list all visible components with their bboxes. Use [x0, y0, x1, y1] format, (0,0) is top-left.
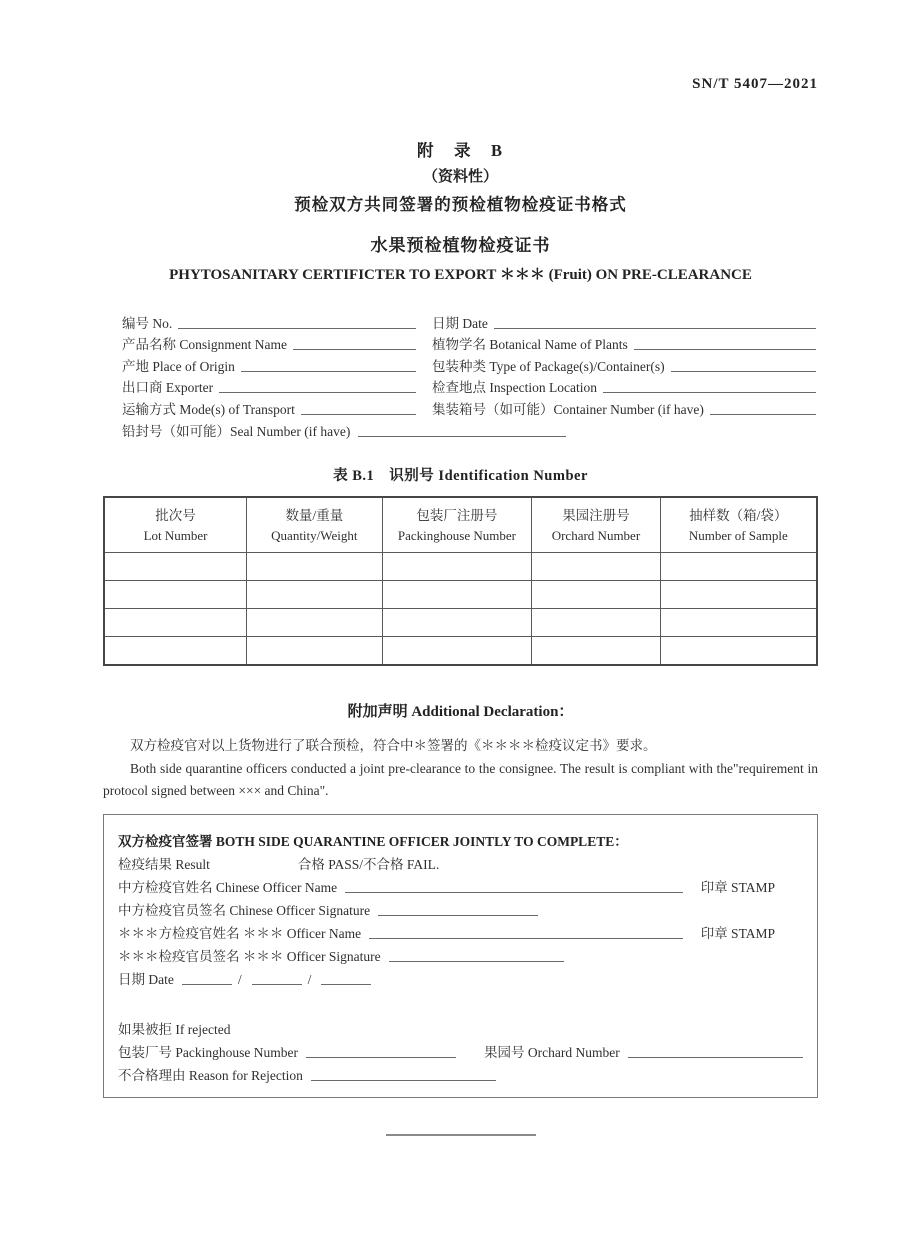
- table-cell: [104, 581, 247, 609]
- field-inspection-location-label: 检查地点 Inspection Location: [432, 380, 597, 395]
- table-cell: [247, 637, 382, 665]
- end-of-document-rule: [386, 1134, 536, 1136]
- chinese-officer-name-line: [118, 873, 803, 896]
- blank-line: [628, 1057, 803, 1058]
- table-cell: [104, 553, 247, 581]
- col-quantity-weight: [247, 497, 382, 553]
- table-cell: [532, 609, 660, 637]
- identification-table: [103, 496, 818, 666]
- table-cell: [382, 553, 532, 581]
- col-quantity-weight-en: Quantity/Weight: [271, 527, 358, 543]
- blank-line: [178, 328, 416, 329]
- field-package-type: [432, 353, 818, 375]
- field-consignment-name: [122, 332, 418, 354]
- table-cell: [660, 581, 817, 609]
- foreign-officer-name-label: ＊＊＊方检疫官姓名 ＊＊＊ Officer Name: [118, 926, 362, 942]
- blank-line: [311, 1080, 496, 1081]
- field-no: [122, 310, 418, 332]
- certificate-form: [103, 310, 818, 440]
- col-quantity-weight-zh: 数量/重量: [285, 507, 344, 523]
- field-botanical-name: [432, 332, 818, 354]
- blank-line: [301, 414, 416, 415]
- field-exporter-label: 出口商 Exporter: [122, 380, 214, 395]
- table-row: [104, 553, 817, 581]
- chinese-officer-signature-label: 中方检疫官员签名 Chinese Officer Signature: [118, 903, 371, 919]
- rejection-reason-line: [118, 1061, 803, 1084]
- field-seal-number: [122, 418, 818, 440]
- table-cell: [247, 609, 382, 637]
- table-header-row: [104, 497, 817, 553]
- foreign-officer-name-line: [118, 919, 803, 942]
- table-cell: [532, 637, 660, 665]
- result-options: 合格 PASS/不合格 FAIL.: [297, 857, 440, 873]
- field-date: [432, 310, 818, 332]
- orchard-number-label: 果园号 Orchard Number: [483, 1045, 620, 1061]
- field-transport-mode-label: 运输方式 Mode(s) of Transport: [122, 401, 295, 417]
- col-packinghouse-number-zh: 包装厂注册号: [416, 507, 498, 523]
- declaration-paragraph-en: Both side quarantine officers conducted a joint pre-clearance to the consignee. The result is compliant with the"requirement in protocol signed between ××× and China".: [103, 761, 818, 799]
- blank-line: [634, 349, 816, 350]
- certificate-title-zh: 水果预检植物检疫证书: [370, 236, 551, 255]
- date-line: [118, 965, 803, 988]
- field-botanical-name-label: 植物学名 Botanical Name of Plants: [432, 337, 628, 352]
- signature-box: [103, 814, 818, 1098]
- table-cell: [660, 553, 817, 581]
- blank-line: [182, 984, 232, 985]
- rejection-reason-label: 不合格理由 Reason for Rejection: [118, 1068, 303, 1084]
- blank-line: [671, 371, 816, 372]
- col-orchard-number: [532, 497, 660, 553]
- if-rejected-label: 如果被拒 If rejected: [118, 1022, 231, 1038]
- field-date-label: 日期 Date: [432, 315, 488, 331]
- chinese-officer-name-label: 中方检疫官姓名 Chinese Officer Name: [118, 880, 338, 896]
- signature-box-title: 双方检疫官签署 BOTH SIDE QUARANTINE OFFICER JOINTLY TO COMPLETE：: [118, 834, 628, 850]
- blank-line: [293, 349, 416, 350]
- blank-line: [252, 984, 302, 985]
- field-transport-mode: [122, 396, 418, 418]
- field-no-label: 编号 No.: [122, 315, 173, 331]
- field-seal-number-label: 铅封号（如可能）Seal Number (if have): [122, 423, 351, 439]
- blank-line: [241, 371, 416, 372]
- col-lot-number-zh: 批次号: [155, 507, 196, 523]
- field-container-number-label: 集装箱号（如可能）Container Number (if have): [432, 401, 704, 417]
- blank-line: [321, 984, 371, 985]
- table-caption: 表 B.1 识别号 Identification Number: [333, 467, 588, 484]
- if-rejected-line: [118, 1015, 803, 1038]
- date-label: 日期 Date: [118, 972, 174, 988]
- table-cell: [660, 637, 817, 665]
- field-place-of-origin-label: 产地 Place of Origin: [122, 358, 235, 374]
- blank-line: [369, 938, 683, 939]
- blank-line: [378, 915, 538, 916]
- field-package-type-label: 包装种类 Type of Package(s)/Container(s): [432, 358, 665, 374]
- table-cell: [532, 581, 660, 609]
- table-cell: [104, 637, 247, 665]
- appendix-subject-title: 预检双方共同签署的预检植物检疫证书格式: [294, 195, 627, 214]
- blank-line: [345, 892, 683, 893]
- table-row: [104, 609, 817, 637]
- col-lot-number-en: Lot Number: [143, 527, 208, 543]
- table-cell: [660, 609, 817, 637]
- result-line: [118, 850, 803, 873]
- col-orchard-number-en: Orchard Number: [551, 527, 641, 543]
- col-sample-number: [660, 497, 817, 553]
- blank-line: [306, 1057, 456, 1058]
- blank-line: [219, 392, 416, 393]
- foreign-officer-signature-label: ＊＊＊检疫官员签名 ＊＊＊ Officer Signature: [118, 949, 381, 965]
- table-cell: [247, 553, 382, 581]
- field-consignment-name-label: 产品名称 Consignment Name: [122, 337, 287, 352]
- col-lot-number: [104, 497, 247, 553]
- certificate-title-en: PHYTOSANITARY CERTIFICTER TO EXPORT ＊＊＊ (Fruit) ON PRE-CLEARANCE: [169, 267, 752, 283]
- col-packinghouse-number: [382, 497, 532, 553]
- blank-line: [710, 414, 816, 415]
- field-place-of-origin: [122, 353, 418, 375]
- blank-line: [358, 436, 566, 437]
- chinese-officer-stamp-label: 印章 STAMP: [700, 880, 775, 896]
- field-exporter: [122, 375, 418, 397]
- field-container-number: [432, 396, 818, 418]
- col-sample-number-en: Number of Sample: [688, 527, 788, 543]
- table-cell: [532, 553, 660, 581]
- appendix-title: 附 录 B: [416, 141, 504, 160]
- rejected-numbers-line: [118, 1038, 803, 1061]
- table-cell: [104, 609, 247, 637]
- declaration-paragraph-zh: 双方检疫官对以上货物进行了联合预检，符合中＊签署的《＊＊＊＊检疫议定书》要求。: [130, 737, 657, 753]
- table-cell: [382, 637, 532, 665]
- table-cell: [247, 581, 382, 609]
- field-inspection-location: [432, 375, 818, 397]
- table-cell: [382, 581, 532, 609]
- blank-line: [389, 961, 564, 962]
- blank-line: [603, 392, 816, 393]
- blank-line: [494, 328, 816, 329]
- foreign-officer-signature-line: [118, 942, 803, 965]
- table-row: [104, 581, 817, 609]
- additional-declaration-heading: 附加声明 Additional Declaration：: [347, 703, 574, 720]
- foreign-officer-stamp-label: 印章 STAMP: [700, 926, 775, 942]
- col-packinghouse-number-en: Packinghouse Number: [397, 527, 516, 543]
- chinese-officer-signature-line: [118, 896, 803, 919]
- standard-number: SN/T 5407—2021: [692, 76, 818, 92]
- result-label: 检疫结果 Result: [118, 857, 210, 873]
- date-separator: /: [237, 972, 242, 988]
- packinghouse-number-label: 包装厂号 Packinghouse Number: [118, 1045, 298, 1061]
- col-orchard-number-zh: 果园注册号: [562, 507, 630, 523]
- table-row: [104, 637, 817, 665]
- col-sample-number-zh: 抽样数（箱/袋）: [689, 507, 788, 523]
- table-cell: [382, 609, 532, 637]
- date-separator: /: [307, 972, 312, 988]
- appendix-type: （资料性）: [422, 169, 498, 185]
